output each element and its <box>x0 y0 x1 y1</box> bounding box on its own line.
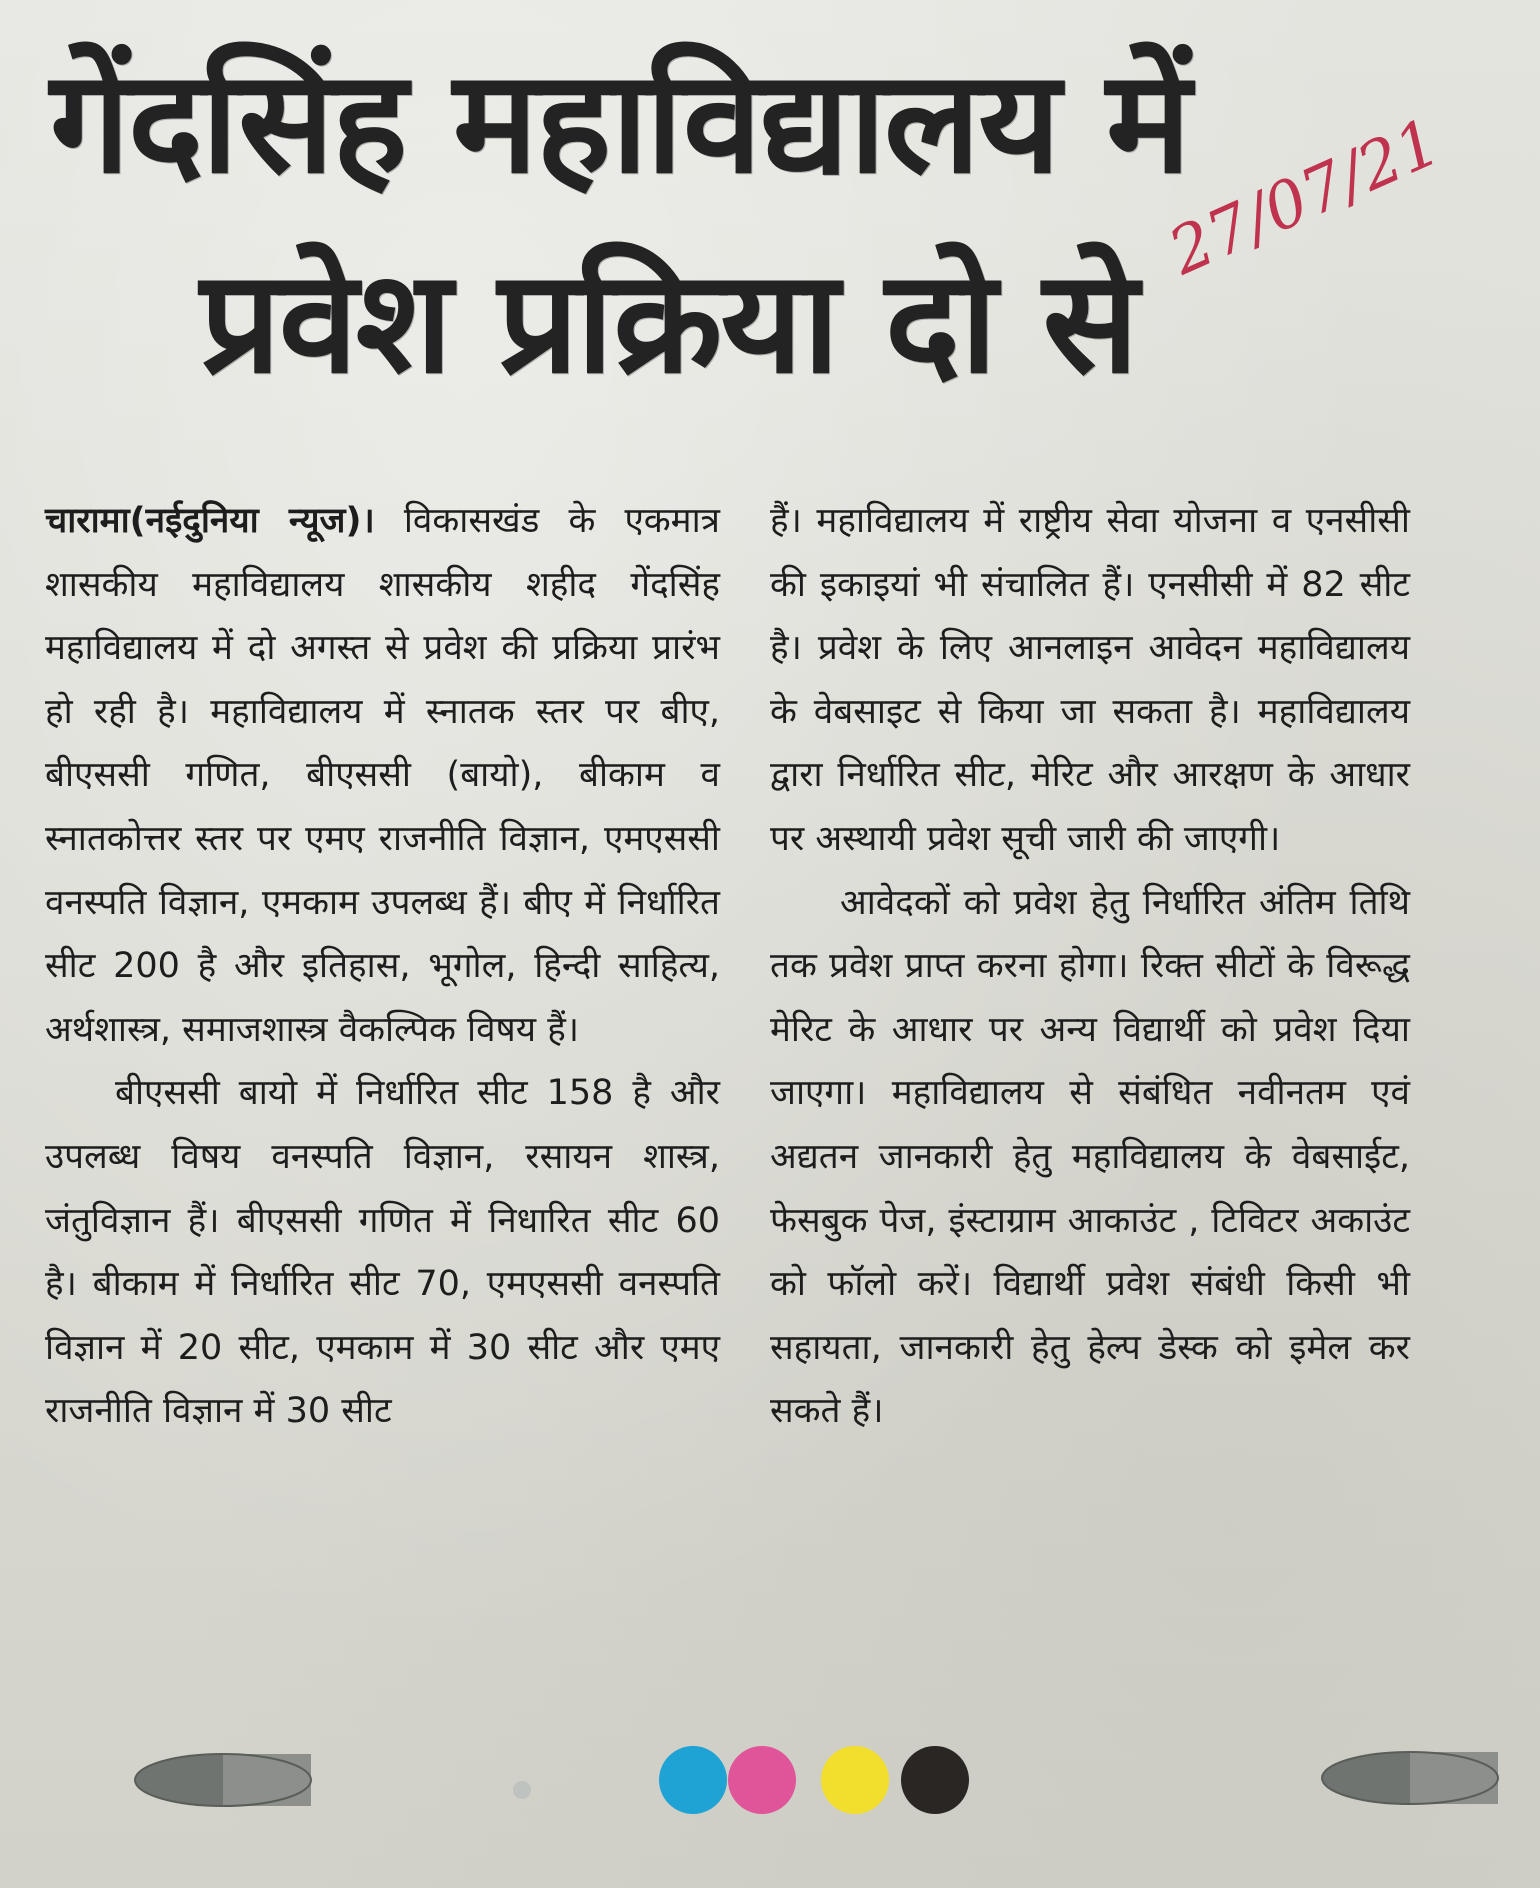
grey-registration-mark-left <box>135 1754 311 1806</box>
black-dot <box>901 1746 969 1814</box>
article-paragraph: हैं। महाविद्यालय में राष्ट्रीय सेवा योजना व एनसीसी की इकाइयां भी संचालित हैं। एनसीसी में 82 सीट है। प्रवेश के लिए आनलाइन आवेदन महाविद्यालय के वेबसाइट से किया जा सकता है। महाविद्यालय द्वारा निर्धारित सीट, मेरिट और आरक्षण के आधार पर अस्थायी प्रवेश सूची जारी की जाएगी। <box>770 501 1410 859</box>
handwritten-date-annotation: 27/07/21 <box>1158 105 1452 290</box>
color-registration-dots <box>659 1746 969 1814</box>
headline-line-2: प्रवेश प्रक्रिया दो से <box>200 240 1137 405</box>
cyan-dot <box>659 1746 727 1814</box>
article-paragraph <box>45 490 720 1062</box>
paragraph-text: विकासखंड के एकमात्र शासकीय महाविद्यालय शासकीय शहीद गेंदसिंह महाविद्यालय में दो अगस्त से प्रवेश की प्रक्रिया प्रारंभ हो रही है। महाविद्यालय में स्नातक स्तर पर बीए, बीएससी गणित, बीएससी (बायो), बीकाम व स्नातकोत्तर स्तर पर एमए राजनीति विज्ञान, एमएससी वनस्पति विज्ञान, एमकाम उपलब्ध हैं। बीए में निर्धारित सीट 200 है और इतिहास, भूगोल, हिन्दी साहित्य, अर्थशास्त्र, समाजशास्त्र वैकल्पिक विषय हैं। <box>45 501 720 1050</box>
grey-registration-mark-right <box>1322 1752 1498 1804</box>
magenta-dot <box>728 1746 796 1814</box>
headline-line-1: गेंदसिंह महाविद्यालय में <box>50 40 1190 205</box>
printer-registration-marks <box>0 1730 1540 1860</box>
dateline: चारामा(नईदुनिया न्यूज)। <box>45 501 375 541</box>
paper-speck <box>513 1781 531 1799</box>
article-paragraph: आवेदकों को प्रवेश हेतु निर्धारित अंतिम तिथि तक प्रवेश प्राप्त करना होगा। रिक्त सीटों के विरूद्ध मेरिट के आधार पर अन्य विद्यार्थी को प्रवेश दिया जाएगा। महाविद्यालय से संबंधित नवीनतम एवं अद्यतन जानकारी हेतु महाविद्यालय के वेबसाईट, फेसबुक पेज, इंस्टाग्राम आकाउंट , टिविटर अकाउंट को फॉलो करें। विद्यार्थी प्रवेश संबंधी किसी भी सहायता, जानकारी हेतु हेल्प डेस्क को इमेल कर सकते हैं। <box>770 882 1410 1432</box>
article-paragraph: बीएससी बायो में निर्धारित सीट 158 है और उपलब्ध विषय वनस्पति विज्ञान, रसायन शास्त्र, जंतुविज्ञान हैं। बीएससी गणित में निधारित सीट 60 है। बीकाम में निर्धारित सीट 70, एमएससी वनस्पति विज्ञान में 20 सीट, एमकाम में 30 सीट और एमए राजनीति विज्ञान में 30 सीट <box>45 1073 720 1432</box>
yellow-dot <box>821 1746 889 1814</box>
article-column-left <box>45 490 720 1444</box>
article-column-right <box>770 490 1410 1444</box>
